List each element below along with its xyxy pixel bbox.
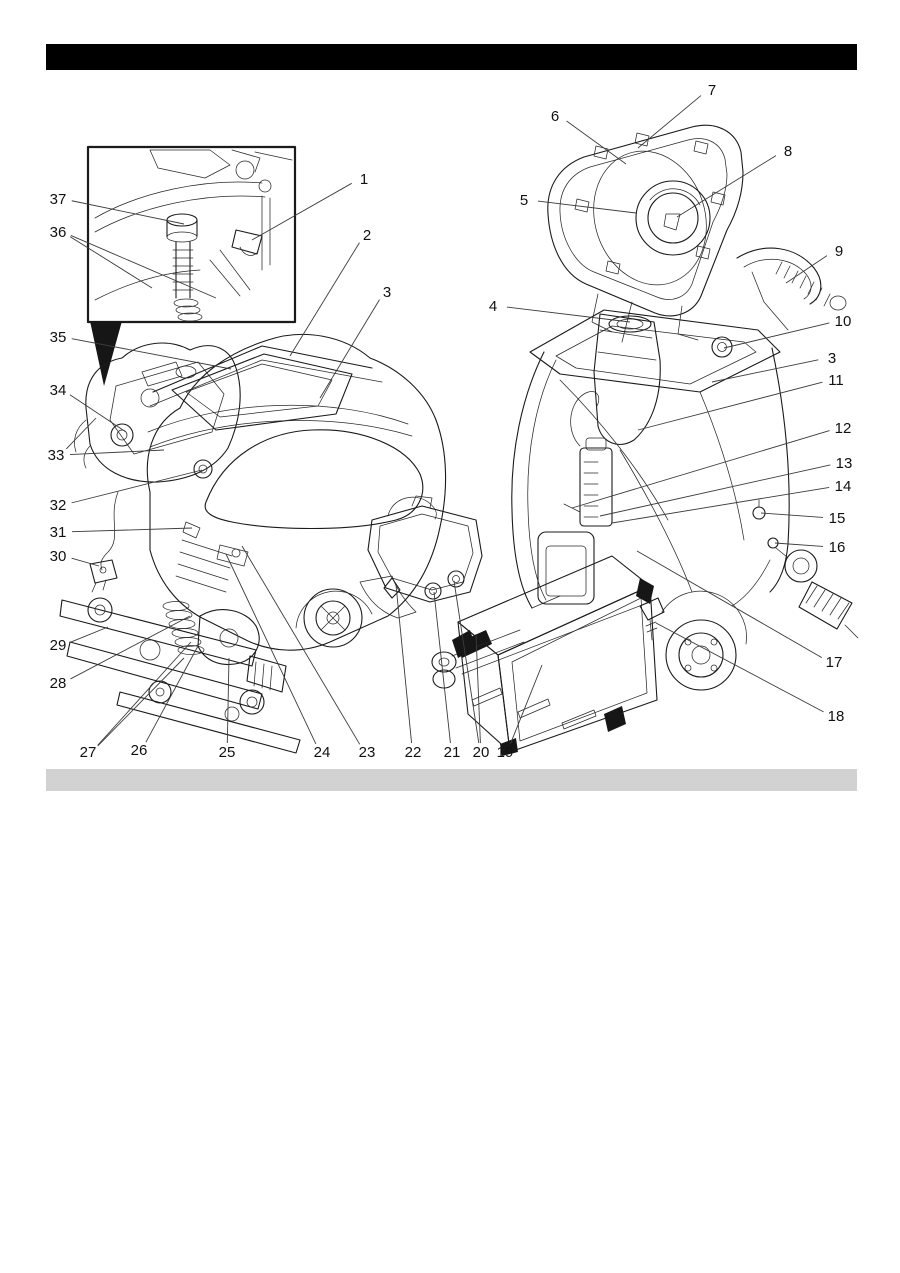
- callout-label: 21: [443, 744, 461, 761]
- leader-line: [761, 513, 823, 517]
- leader-line: [638, 382, 822, 430]
- leader-line: [66, 418, 96, 449]
- leader-line: [70, 450, 164, 455]
- callout-label: 22: [404, 744, 422, 761]
- bottom-divider-bar: [46, 769, 857, 791]
- callout-label: 32: [49, 497, 67, 514]
- callout-label: 6: [550, 108, 560, 125]
- leader-line: [72, 339, 231, 369]
- inset-pointer-wedge: [90, 321, 122, 386]
- callout-label: 31: [49, 524, 67, 541]
- leader-line: [396, 585, 412, 743]
- leader-line: [567, 121, 626, 164]
- callout-label: 36: [49, 224, 67, 241]
- callout-label: 29: [49, 637, 67, 654]
- callout-label: 9: [834, 243, 844, 260]
- callout-label: 37: [49, 191, 67, 208]
- callout-label: 25: [218, 744, 236, 761]
- callout-label: 34: [49, 382, 67, 399]
- callout-label: 26: [130, 742, 148, 759]
- leader-line: [98, 658, 184, 746]
- callout-numbers: [48, 82, 853, 761]
- leader-line: [775, 543, 823, 546]
- callout-label: 8: [783, 143, 793, 160]
- callout-label: 12: [834, 420, 852, 437]
- callout-label: 2: [362, 227, 372, 244]
- leader-line: [724, 323, 829, 348]
- leader-line: [507, 307, 630, 322]
- callout-label: 33: [47, 447, 65, 464]
- callout-label: 11: [828, 372, 844, 389]
- callout-label: 16: [828, 539, 846, 556]
- leader-line: [510, 665, 542, 744]
- callout-label: 18: [827, 708, 845, 725]
- leader-line: [656, 623, 824, 712]
- leader-line: [600, 465, 830, 516]
- leader-line: [712, 360, 818, 382]
- callout-label: 3: [382, 284, 392, 301]
- top-divider-bar: [46, 44, 857, 70]
- leader-line: [454, 581, 479, 743]
- leader-line: [71, 235, 216, 298]
- leader-line: [290, 243, 359, 356]
- callout-label: 14: [834, 478, 852, 495]
- callout-label: 28: [49, 675, 67, 692]
- callout-label: 13: [835, 455, 853, 472]
- leader-line: [72, 558, 99, 566]
- callout-label: 10: [834, 313, 852, 330]
- leader-line: [71, 627, 108, 642]
- leader-line: [434, 592, 450, 743]
- leader-line: [637, 551, 822, 658]
- callout-label: 15: [828, 510, 846, 527]
- callout-label: 17: [825, 654, 843, 671]
- callout-label: 27: [79, 744, 97, 761]
- callout-label: 20: [472, 744, 490, 761]
- machine-side-view: [60, 334, 446, 753]
- leader-line: [146, 646, 198, 742]
- callout-label: 30: [49, 548, 67, 565]
- callout-label: 3: [827, 350, 837, 367]
- callout-label: 7: [707, 82, 717, 99]
- callout-label: 35: [49, 329, 67, 346]
- callout-label: 19: [496, 744, 514, 761]
- leader-line: [70, 237, 152, 288]
- leader-line: [70, 395, 126, 432]
- callout-label: 23: [358, 744, 376, 761]
- callout-label: 24: [313, 744, 331, 761]
- leader-line: [72, 528, 192, 532]
- callout-label: 1: [359, 171, 369, 188]
- callout-label: 4: [488, 298, 498, 315]
- callout-label: 5: [519, 192, 529, 209]
- leader-line: [320, 300, 380, 398]
- leader-line: [72, 470, 202, 503]
- inset-detail-view: [88, 147, 295, 322]
- leader-line: [638, 96, 701, 148]
